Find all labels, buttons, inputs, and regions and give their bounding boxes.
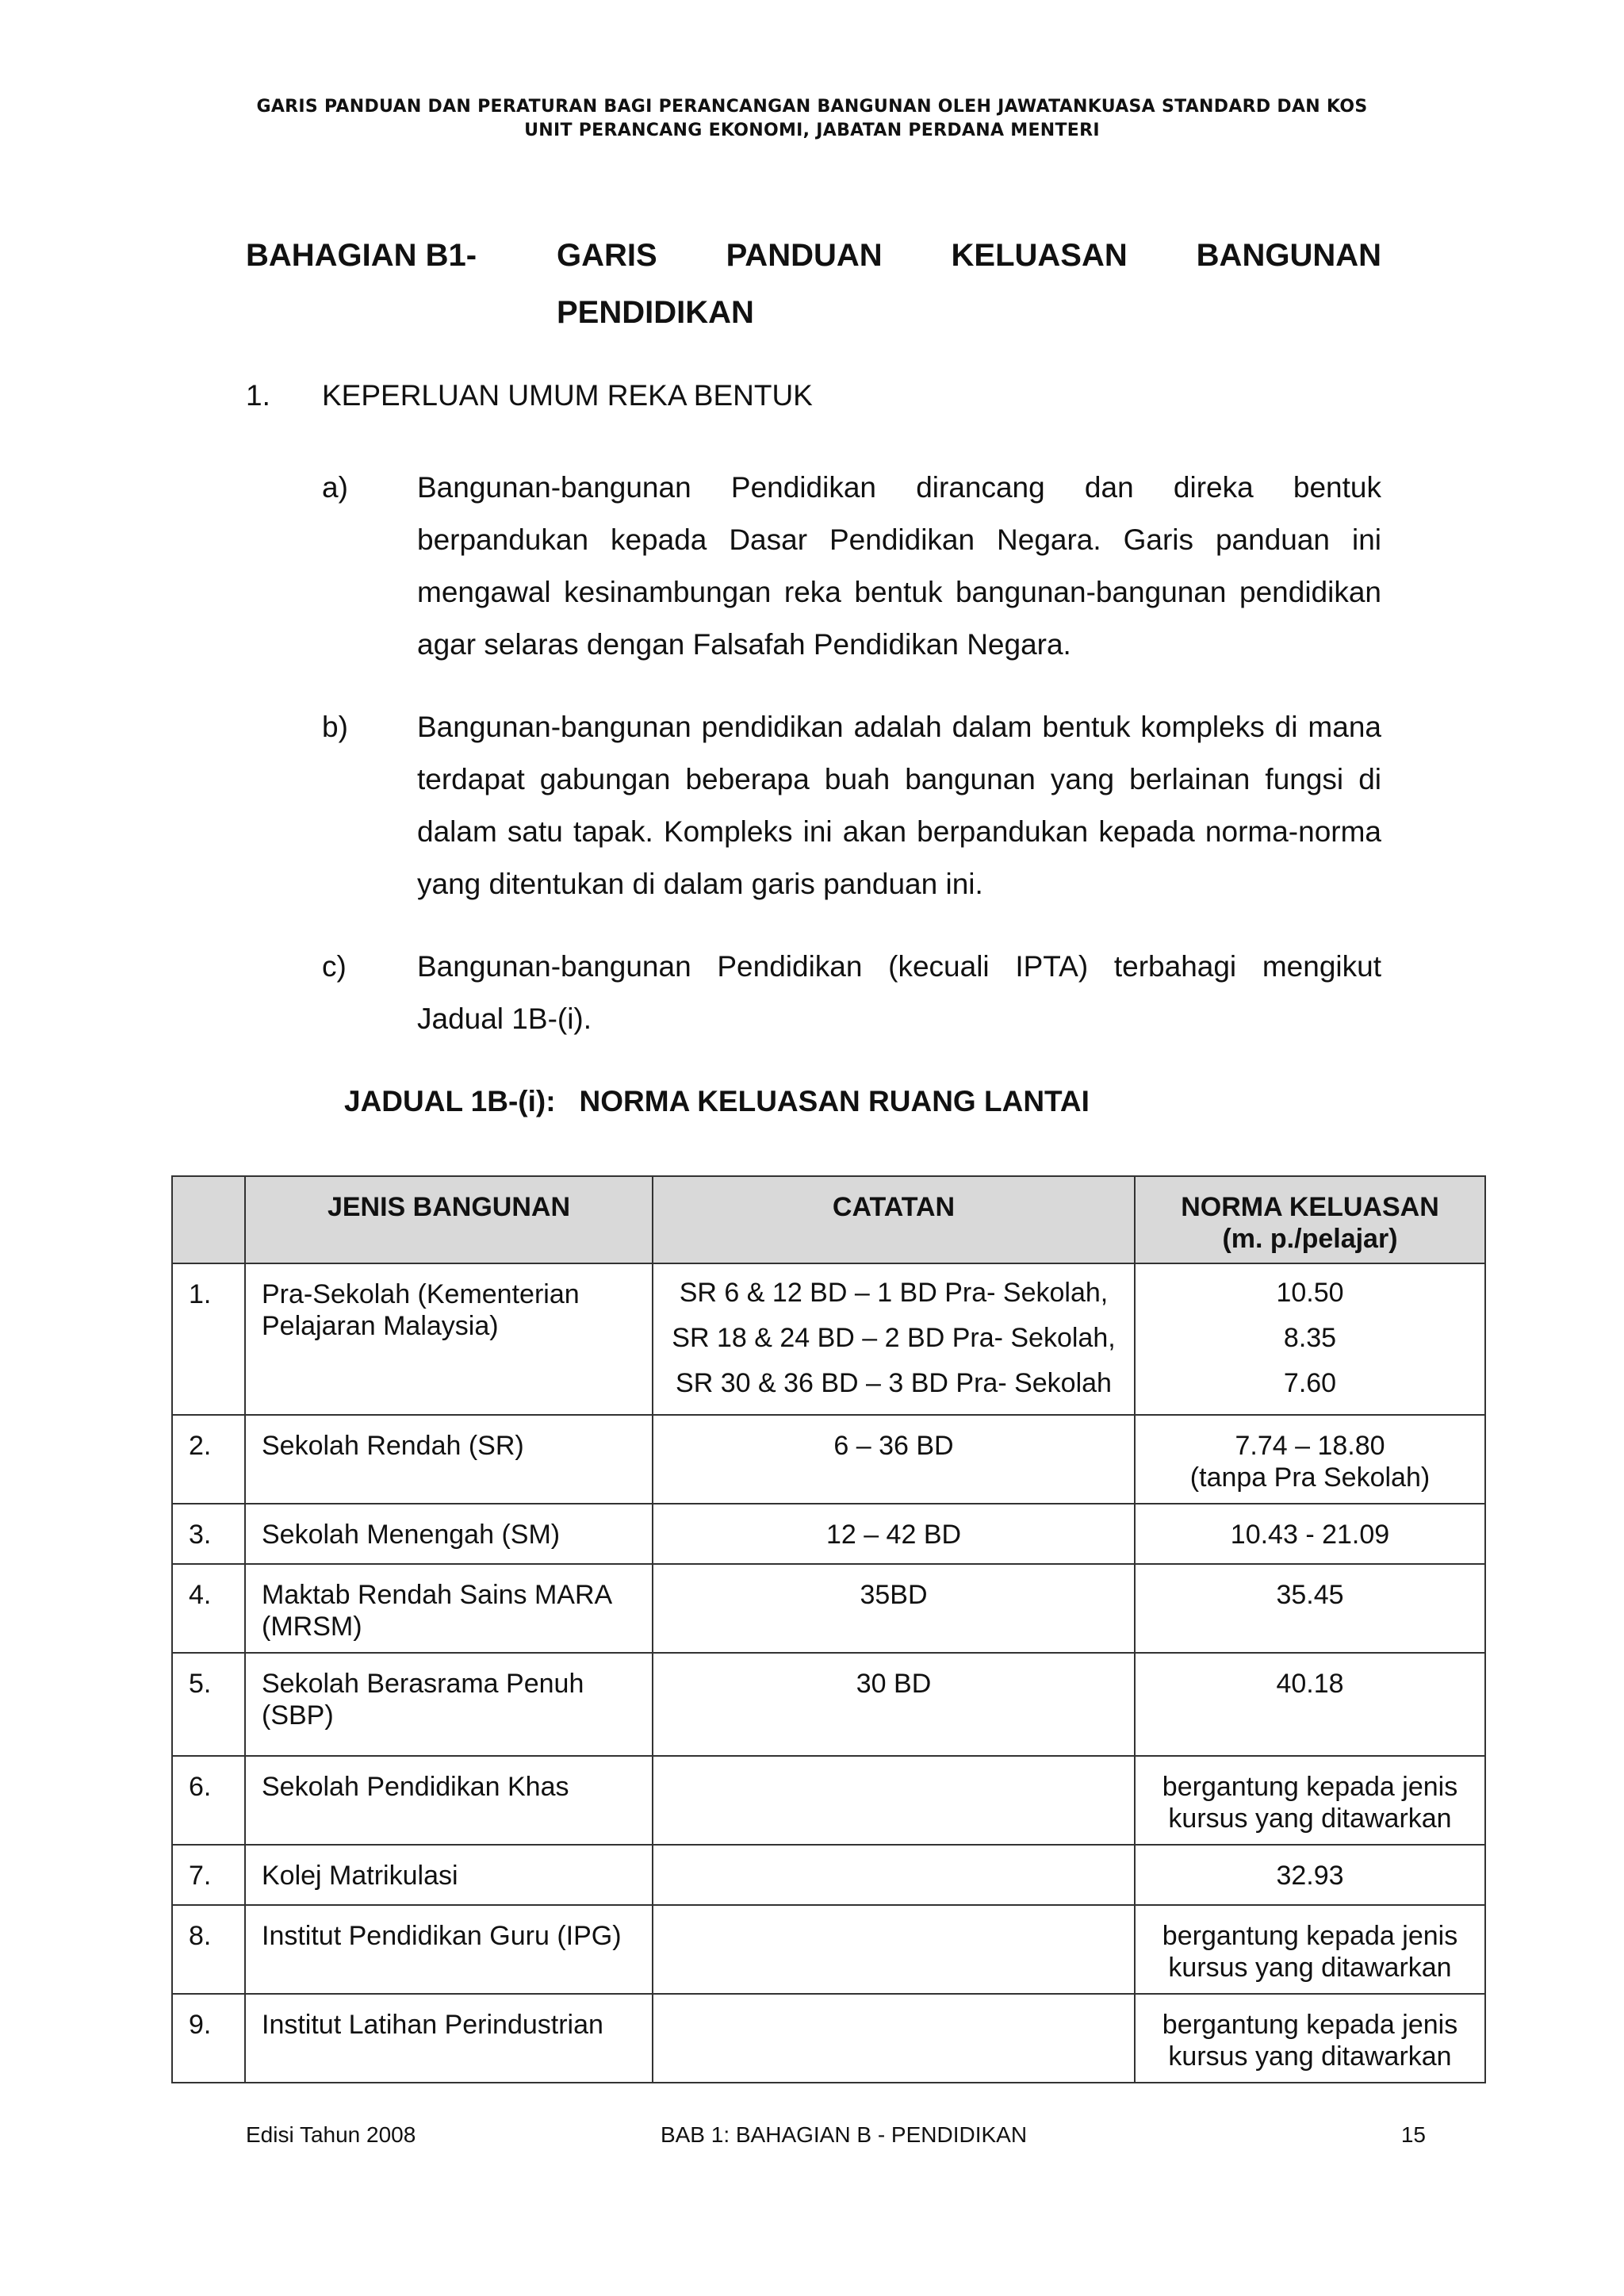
- subheading-number: 1.: [246, 379, 270, 412]
- row-jenis: Sekolah Berasrama Penuh (SBP): [245, 1653, 653, 1756]
- floor-area-norms-table: [171, 1175, 1486, 2083]
- table-title-label: JADUAL 1B-(i):: [344, 1085, 556, 1117]
- row-catatan: 35BD: [653, 1564, 1135, 1653]
- row-catatan: 6 – 36 BD: [653, 1415, 1135, 1504]
- row-catatan: [653, 1263, 1135, 1415]
- section-label: BAHAGIAN B1-: [246, 238, 477, 273]
- norma-line: 7.74 – 18.80: [1235, 1431, 1385, 1461]
- row-number: 1.: [172, 1263, 245, 1415]
- row-jenis: Sekolah Rendah (SR): [245, 1415, 653, 1504]
- list-item-marker: b): [322, 711, 348, 743]
- row-jenis: Sekolah Menengah (SM): [245, 1504, 653, 1564]
- section-title-word: KELUASAN: [951, 238, 1128, 273]
- row-number: 7.: [172, 1845, 245, 1905]
- table-header-row: [172, 1176, 1485, 1263]
- row-norma: bergantung kepada jenis kursus yang ditawarkan: [1135, 1756, 1485, 1845]
- row-norma: 35.45: [1135, 1564, 1485, 1653]
- running-header-line1: GARIS PANDUAN DAN PERATURAN BAGI PERANCANGAN BANGUNAN OLEH JAWATANKUASA STANDARD DAN KOS: [256, 97, 1368, 117]
- row-catatan: [653, 1994, 1135, 2083]
- row-number: 9.: [172, 1994, 245, 2083]
- row-norma: [1135, 1263, 1485, 1415]
- section-title-line1: [557, 227, 1381, 284]
- catatan-line: SR 18 & 24 BD – 2 BD Pra- Sekolah,: [672, 1323, 1116, 1353]
- section-title-word: PANDUAN: [726, 238, 883, 273]
- header-norma-unit: (m. p./pelajar): [1222, 1224, 1398, 1254]
- table-row: [172, 1504, 1485, 1564]
- table-row: [172, 1653, 1485, 1756]
- row-number: 5.: [172, 1653, 245, 1756]
- table-row: [172, 1905, 1485, 1994]
- running-header-line2: UNIT PERANCANG EKONOMI, JABATAN PERDANA MENTERI: [524, 121, 1100, 140]
- row-norma: [1135, 1415, 1485, 1504]
- row-jenis: Institut Pendidikan Guru (IPG): [245, 1905, 653, 1994]
- list-item-text: Bangunan-bangunan Pendidikan (kecuali IPTA) terbahagi mengikut Jadual 1B-(i).: [417, 950, 1381, 1035]
- row-number: 4.: [172, 1564, 245, 1653]
- table-row: [172, 1564, 1485, 1653]
- section-title-word: GARIS: [557, 238, 657, 273]
- footer-chapter: BAB 1: BAHAGIAN B - PENDIDIKAN: [660, 2122, 1028, 2147]
- header-norma-title: NORMA KELUASAN: [1181, 1192, 1439, 1222]
- row-jenis: Sekolah Pendidikan Khas: [245, 1756, 653, 1845]
- footer-page-number: 15: [1400, 2122, 1426, 2147]
- row-number: 3.: [172, 1504, 245, 1564]
- subheading-text: KEPERLUAN UMUM REKA BENTUK: [322, 379, 813, 412]
- section-title-line2: PENDIDIKAN: [557, 295, 754, 330]
- row-jenis: Maktab Rendah Sains MARA (MRSM): [245, 1564, 653, 1653]
- table-title: [344, 1085, 1090, 1118]
- row-norma: 32.93: [1135, 1845, 1485, 1905]
- row-number: 6.: [172, 1756, 245, 1845]
- section-title-word: BANGUNAN: [1196, 238, 1381, 273]
- header-cell-number: [172, 1176, 245, 1263]
- row-norma: bergantung kepada jenis kursus yang ditawarkan: [1135, 1994, 1485, 2083]
- norma-line: 7.60: [1283, 1368, 1337, 1398]
- list-item-marker: c): [322, 950, 347, 983]
- row-norma: bergantung kepada jenis kursus yang ditawarkan: [1135, 1905, 1485, 1994]
- row-jenis: Pra-Sekolah (Kementerian Pelajaran Malaysia): [245, 1263, 653, 1415]
- norma-line: 10.50: [1276, 1278, 1344, 1308]
- list-item-text: Bangunan-bangunan Pendidikan dirancang dan direka bentuk berpandukan kepada Dasar Pendidikan Negara. Garis panduan ini mengawal kesinambungan reka bentuk bangunan-bangunan pendidikan agar selaras dengan Falsafah Pendidikan Negara.: [417, 471, 1381, 661]
- norma-line: 8.35: [1283, 1323, 1337, 1353]
- list-item-text: Bangunan-bangunan pendidikan adalah dalam bentuk kompleks di mana terdapat gabungan beberapa buah bangunan yang berlainan fungsi di dalam satu tapak. Kompleks ini akan berpandukan kepada norma-norma yang ditentukan di dalam garis panduan ini.: [417, 711, 1381, 900]
- list-item-marker: a): [322, 471, 348, 504]
- header-cell-norma: [1135, 1176, 1485, 1263]
- table-row: [172, 1845, 1485, 1905]
- header-cell-jenis: JENIS BANGUNAN: [245, 1176, 653, 1263]
- row-catatan: 12 – 42 BD: [653, 1504, 1135, 1564]
- table-row: [172, 1756, 1485, 1845]
- row-number: 2.: [172, 1415, 245, 1504]
- catatan-line: SR 30 & 36 BD – 3 BD Pra- Sekolah: [676, 1368, 1112, 1398]
- row-catatan: 30 BD: [653, 1653, 1135, 1756]
- row-jenis: Kolej Matrikulasi: [245, 1845, 653, 1905]
- header-cell-catatan: CATATAN: [653, 1176, 1135, 1263]
- row-jenis: Institut Latihan Perindustrian: [245, 1994, 653, 2083]
- row-number: 8.: [172, 1905, 245, 1994]
- footer-edition: Edisi Tahun 2008: [246, 2122, 416, 2147]
- table-row: [172, 1994, 1485, 2083]
- table-row: [172, 1415, 1485, 1504]
- row-norma: 40.18: [1135, 1653, 1485, 1756]
- row-catatan: [653, 1756, 1135, 1845]
- norma-line: (tanpa Pra Sekolah): [1189, 1462, 1431, 1493]
- row-catatan: [653, 1905, 1135, 1994]
- row-catatan: [653, 1845, 1135, 1905]
- catatan-line: SR 6 & 12 BD – 1 BD Pra- Sekolah,: [679, 1278, 1109, 1308]
- row-norma: 10.43 - 21.09: [1135, 1504, 1485, 1564]
- table-row: [172, 1263, 1485, 1415]
- table-title-text: NORMA KELUASAN RUANG LANTAI: [579, 1085, 1090, 1117]
